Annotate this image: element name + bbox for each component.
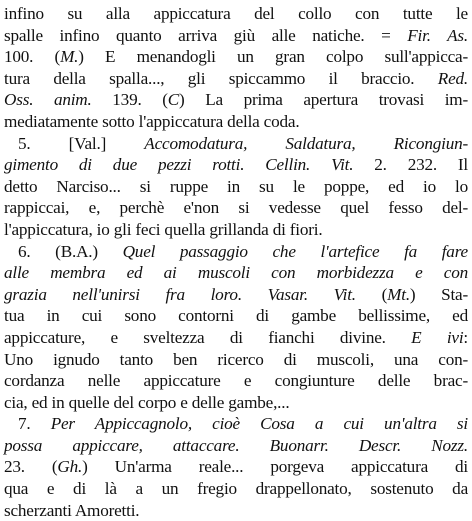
text-segment: Uno ignudo tanto ben ricerco di muscoli, una con- <box>4 349 468 369</box>
italic-text: Quel passaggio che l'artefice fa fare <box>122 241 468 261</box>
text-segment: ) E menandogli un gran colpo sull'appicca- <box>78 47 468 67</box>
text-segment: tura della spalla..., gli spiccammo il braccio. <box>4 68 438 88</box>
italic-text: Fir. As. <box>407 25 468 45</box>
text-line <box>4 3 468 25</box>
text-line <box>4 435 468 457</box>
text-segment: 100. ( <box>4 47 61 67</box>
text-line <box>4 46 468 68</box>
text-line <box>4 305 468 327</box>
text-segment: 23. ( <box>4 457 58 477</box>
text-line <box>4 219 468 241</box>
text-line <box>4 68 468 90</box>
text-segment: rappiccai, e, perchè e'non si vedesse quel fesso del- <box>4 198 468 218</box>
text-segment: : <box>463 327 468 347</box>
text-line <box>4 370 468 392</box>
italic-text: alle membra ed ai muscoli con morbidezza e con <box>4 263 468 283</box>
text-segment: scherzanti Amoretti. <box>4 500 140 520</box>
text-segment: cordanza nelle appiccature e congiunture delle brac- <box>4 371 468 391</box>
text-line <box>4 197 468 219</box>
text-segment: appiccature, e sveltezza di fianchi divine. <box>4 327 412 347</box>
text-segment: 7. <box>18 414 51 434</box>
italic-text: Oss. anim. <box>4 90 92 110</box>
italic-text: M. <box>60 47 79 67</box>
text-line <box>4 262 468 284</box>
italic-text: possa appiccare, attaccare. Buonarr. Descr. Nozz. <box>4 435 468 455</box>
text-segment: ( <box>355 284 388 304</box>
text-line <box>4 456 468 478</box>
text-line <box>4 500 468 521</box>
italic-text: Red. <box>437 68 468 88</box>
text-line <box>4 327 468 349</box>
text-segment: qua e di là a un fregio drappellonato, sostenuto da <box>4 479 468 499</box>
text-segment: infino su alla appiccatura del collo con tutte le <box>4 4 468 23</box>
text-segment: spalle infino quanto arriva giù alle natiche. = <box>4 25 408 45</box>
italic-text: Per Appiccagnolo, cioè Cosa a cui un'altra si <box>50 414 468 434</box>
text-line <box>4 154 468 176</box>
text-line <box>4 111 468 133</box>
text-segment: ) Un'arma reale... porgeva appiccatura di <box>82 457 468 477</box>
italic-text: C <box>167 90 180 110</box>
entry-first-line <box>4 241 468 263</box>
italic-text: gimento di due pezzi rotti. Cellin. Vit. <box>4 155 354 175</box>
entry-first-line <box>4 413 468 435</box>
text-line <box>4 176 468 198</box>
dictionary-page <box>4 3 469 520</box>
text-line <box>4 478 468 500</box>
italic-text: grazia nell'unirsi fra loro. Vasar. Vit. <box>4 284 356 304</box>
text-segment: 139. ( <box>91 90 168 110</box>
text-line <box>4 284 468 306</box>
text-segment: 5. [Val.] <box>18 133 145 153</box>
text-segment: l'appiccatura, io gli feci quella grillanda di fiori. <box>4 219 323 239</box>
text-line <box>4 392 468 414</box>
text-segment: ) Sta- <box>409 284 469 304</box>
text-line <box>4 89 468 111</box>
text-segment: cia, ed in quelle del corpo e delle gambe,... <box>4 392 290 412</box>
italic-text: E ivi <box>411 327 464 347</box>
italic-text: Mt. <box>387 284 410 304</box>
text-segment: ) La prima apertura trovasi im- <box>179 90 468 110</box>
entry-first-line <box>4 133 468 155</box>
text-line <box>4 349 468 371</box>
text-segment: 6. (B.A.) <box>18 241 123 261</box>
italic-text: Gh. <box>57 457 83 477</box>
text-line <box>4 25 468 47</box>
text-segment: detto Narciso... si ruppe in su le poppe, ed io lo <box>4 176 468 196</box>
italic-text: Accomodatura, Saldatura, Ricongiun- <box>144 133 468 153</box>
text-segment: tua in cui sono contorni di gambe bellissime, ed <box>4 306 468 326</box>
text-segment: 2. 232. Il <box>353 155 468 175</box>
text-segment: mediatamente sotto l'appiccatura della coda. <box>4 111 300 131</box>
